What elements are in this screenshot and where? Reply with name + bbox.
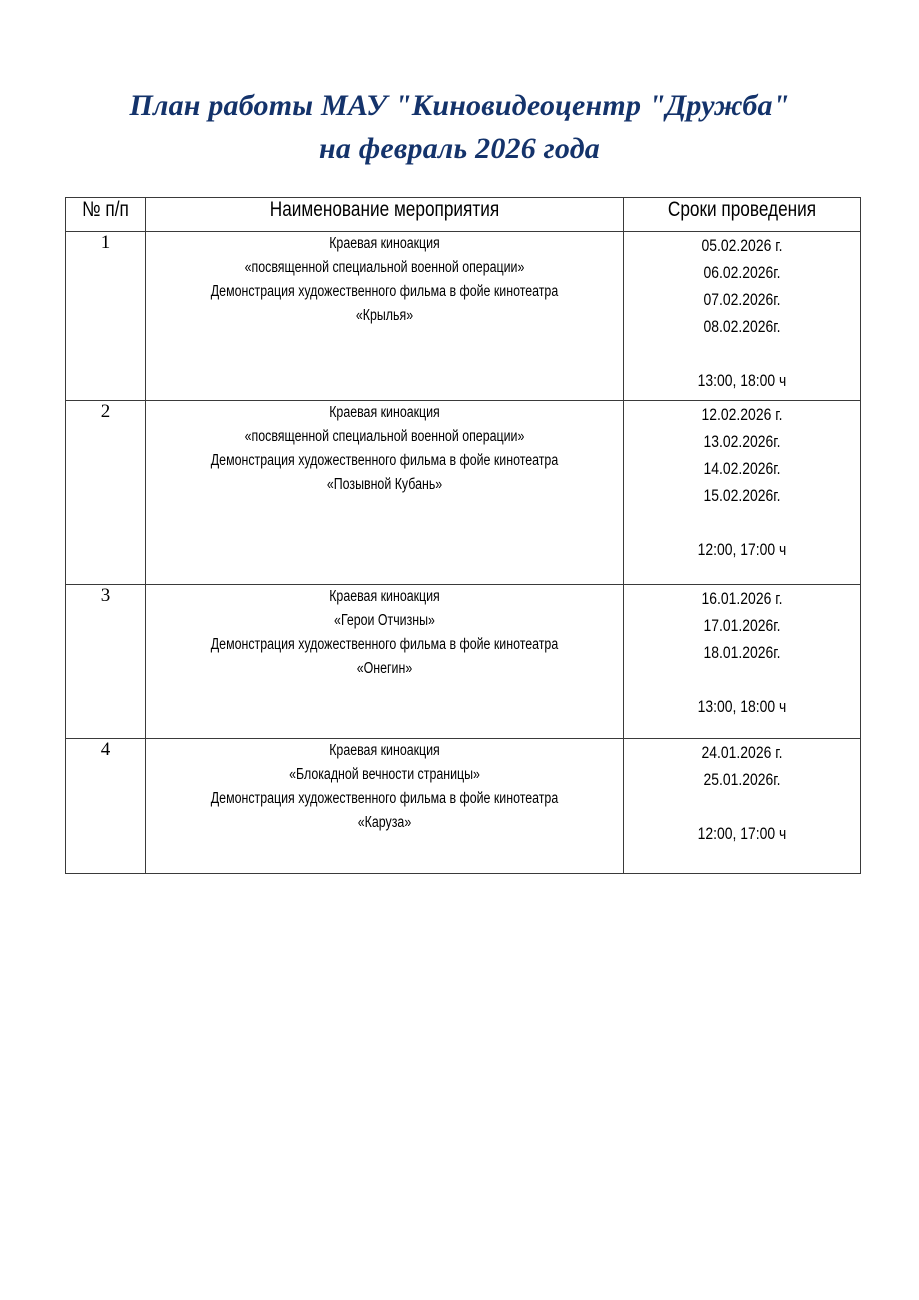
row-number: 4 <box>100 739 111 760</box>
row-number-cell <box>66 739 146 874</box>
event-date-line: 17.01.2026г. <box>703 616 781 635</box>
event-name-line: Демонстрация художественного фильма в фойе кинотеатра <box>210 790 559 807</box>
event-time-line: 12:00, 17:00 ч <box>697 540 787 559</box>
event-name-line: «Каруза» <box>357 814 412 831</box>
event-time-line: 12:00, 17:00 ч <box>697 824 787 843</box>
row-number-cell <box>66 232 146 401</box>
event-name-line: «посвященной специальной военной операции» <box>244 259 525 276</box>
event-date-spacer <box>645 666 839 693</box>
event-dates-cell <box>624 401 861 585</box>
event-date-line: 06.02.2026г. <box>703 263 781 282</box>
event-name-line: «Блокадной вечности страницы» <box>289 766 480 783</box>
column-header-dates <box>624 198 861 232</box>
event-name-cell <box>146 232 624 401</box>
event-name-line: «Герои Отчизны» <box>334 612 435 629</box>
event-date-line: 25.01.2026г. <box>703 770 781 789</box>
event-name-cell <box>146 401 624 585</box>
event-date-line: 24.01.2026 г. <box>701 743 783 762</box>
event-date-line: 14.02.2026г. <box>703 459 781 478</box>
event-name-line: Краевая киноакция <box>329 235 440 252</box>
page-title <box>0 84 919 170</box>
event-name-line: «Позывной Кубань» <box>326 476 443 493</box>
event-dates-cell <box>624 232 861 401</box>
event-dates-cell <box>624 585 861 739</box>
page-title-line-1: План работы МАУ "Киновидеоцентр "Дружба" <box>129 89 790 122</box>
event-name-cell <box>146 739 624 874</box>
event-time-line: 13:00, 18:00 ч <box>697 697 787 716</box>
column-header-event-name <box>146 198 624 232</box>
event-name-line: Краевая киноакция <box>329 742 440 759</box>
event-date-line: 12.02.2026 г. <box>701 405 783 424</box>
table-row <box>66 401 861 585</box>
row-number: 2 <box>100 401 111 422</box>
table-row <box>66 585 861 739</box>
row-number-cell <box>66 585 146 739</box>
column-header-dates-label: Сроки проведения <box>667 198 817 221</box>
event-date-line: 18.01.2026г. <box>703 643 781 662</box>
table-header-row <box>66 198 861 232</box>
event-name-cell <box>146 585 624 739</box>
event-name-line: Краевая киноакция <box>329 404 440 421</box>
event-date-line: 16.01.2026 г. <box>701 589 783 608</box>
event-date-line: 05.02.2026 г. <box>701 236 783 255</box>
event-name-line: «Онегин» <box>356 660 413 677</box>
column-header-number-label: № п/п <box>82 198 129 221</box>
column-header-event-name-label: Наименование мероприятия <box>269 198 500 221</box>
event-name-line: «посвященной специальной военной операции» <box>244 428 525 445</box>
event-dates-cell <box>624 739 861 874</box>
table-row <box>66 739 861 874</box>
event-name-line: Краевая киноакция <box>329 588 440 605</box>
event-name-line: Демонстрация художественного фильма в фойе кинотеатра <box>210 452 559 469</box>
page-title-line-2: на февраль 2026 года <box>318 132 601 165</box>
event-date-line: 15.02.2026г. <box>703 486 781 505</box>
event-date-line: 13.02.2026г. <box>703 432 781 451</box>
event-date-spacer <box>645 340 839 367</box>
row-number-cell <box>66 401 146 585</box>
table-row <box>66 232 861 401</box>
plan-table <box>65 197 861 874</box>
event-date-line: 08.02.2026г. <box>703 317 781 336</box>
event-date-spacer <box>645 509 839 536</box>
row-number: 1 <box>100 232 111 253</box>
event-name-line: «Крылья» <box>355 307 414 324</box>
event-date-spacer <box>645 793 839 820</box>
event-name-line: Демонстрация художественного фильма в фойе кинотеатра <box>210 636 559 653</box>
event-date-line: 07.02.2026г. <box>703 290 781 309</box>
column-header-number <box>66 198 146 232</box>
row-number: 3 <box>100 585 111 606</box>
event-name-line: Демонстрация художественного фильма в фойе кинотеатра <box>210 283 559 300</box>
event-time-line: 13:00, 18:00 ч <box>697 371 787 390</box>
